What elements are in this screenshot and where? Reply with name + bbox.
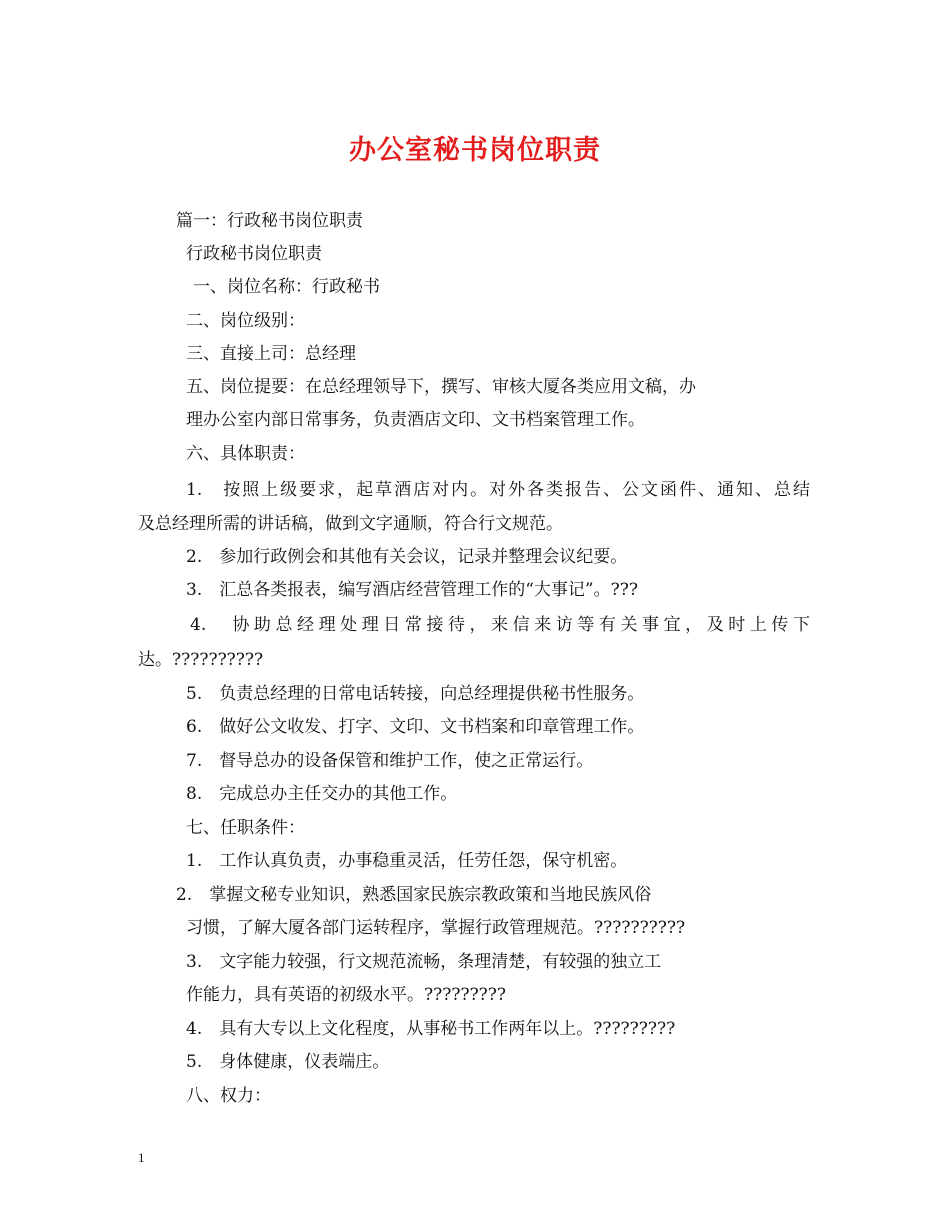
text-line: 八、权力： [186,1086,271,1106]
text-line: 3. 文字能力较强，行文规范流畅，条理清楚，有较强的独立工 [186,952,662,972]
text-line: 篇一：行政秘书岗位职责 [176,211,363,231]
text-line: 二、岗位级别： [186,311,305,331]
text-line: 七、任职条件： [186,818,305,838]
text-line: 6. 做好公文收发、打字、文印、文书档案和印章管理工作。 [186,717,645,737]
text-line: 作能力，具有英语的初级水平。????????? [186,985,507,1005]
text-line: 5. 负责总经理的日常电话转接，向总经理提供秘书性服务。 [186,684,645,704]
text-line: 3. 汇总各类报表，编写酒店经营管理工作的“大事记”。??? [186,580,638,600]
text-line: 理办公室内部日常事务，负责酒店文印、文书档案管理工作。 [186,410,645,430]
text-line: 习惯，了解大厦各部门运转程序，掌握行政管理规范。?????????? [186,918,686,938]
text-line: 7. 督导总办的设备保管和维护工作，使之正常运行。 [186,751,594,771]
text-line: 六、具体职责： [186,444,305,464]
text-line: 达。?????????? [138,650,264,670]
text-line: 一、岗位名称：行政秘书 [193,277,380,297]
text-line: 五、岗位提要：在总经理领导下，撰写、审核大厦各类应用文稿，办 [186,377,696,397]
text-line: 2. 掌握文秘专业知识，熟悉国家民族宗教政策和当地民族风俗 [176,885,652,905]
text-line: 三、直接上司：总经理 [186,344,356,364]
document-title: 办公室秘书岗位职责 [349,135,601,166]
text-line: 1. 按照上级要求，起草酒店对内。对外各类报告、公文函件、通知、总结 [186,480,810,500]
text-line: 5. 身体健康，仪表端庄。 [186,1052,390,1072]
text-line: 4. 协助总经理处理日常接待，来信来访等有关事宜，及时上传下 [190,615,810,635]
text-line: 8. 完成总办主任交办的其他工作。 [186,784,458,804]
text-line: 1. 工作认真负责，办事稳重灵活，任劳任怨，保守机密。 [186,851,628,871]
text-line: 行政秘书岗位职责 [186,244,322,264]
text-line: 及总经理所需的讲话稿，做到文字通顺，符合行文规范。 [138,514,563,534]
text-line: 2. 参加行政例会和其他有关会议，记录并整理会议纪要。 [186,547,628,567]
text-line: 4. 具有大专以上文化程度，从事秘书工作两年以上。????????? [186,1019,676,1039]
page-number: 1 [138,1150,145,1165]
